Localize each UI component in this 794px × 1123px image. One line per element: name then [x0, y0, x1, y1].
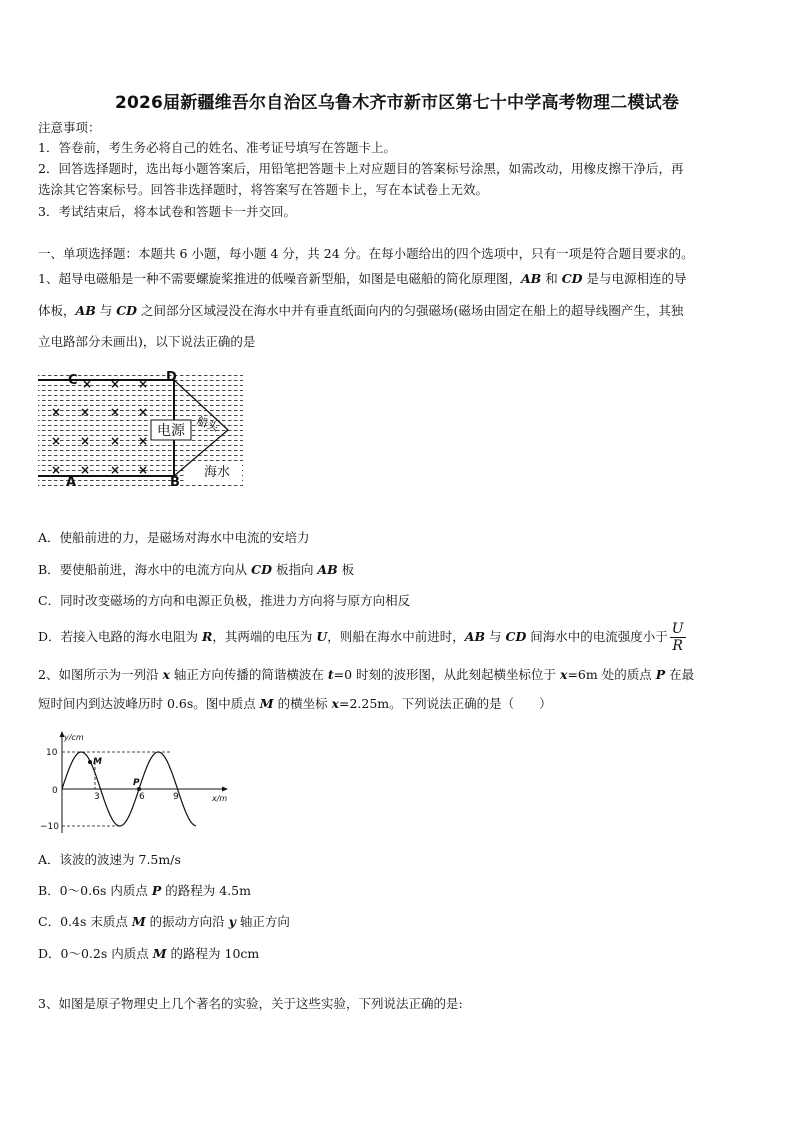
q2-line-1: [38, 666, 694, 684]
q1-option-d-text: 与: [485, 629, 506, 644]
field-cross: ×: [110, 405, 121, 419]
q1-var-r: R: [202, 629, 213, 644]
q1-text: 体板，: [38, 303, 76, 318]
q2-var-m: M: [152, 946, 167, 961]
q1-option-d-text: D．若接入电路的海水电阻为: [38, 629, 202, 644]
q2-var-t: t: [327, 667, 334, 682]
q1-var-cd: CD: [561, 271, 583, 286]
q1-var-ab: AB: [464, 629, 486, 644]
q2-option-d: [38, 945, 259, 963]
q1-var-u: U: [316, 629, 328, 644]
q2-var-x: x: [162, 667, 170, 682]
notice-item-2-cont: 选涂其它答案标号。回答非选择题时，将答案写在答题卡上，写在本试卷上无效。: [38, 182, 489, 197]
wave-graph-figure: [36, 730, 236, 835]
q1-text: 1、超导电磁船是一种不需要螺旋桨推进的低噪音新型船，如图是电磁船的简化原理图，: [38, 271, 521, 286]
fraction-u-over-r: [670, 621, 686, 654]
q2-option-c-text: C．0.4s 末质点: [38, 914, 132, 929]
q2-var-m: M: [131, 914, 146, 929]
y-tick-0: 0: [52, 786, 58, 796]
q2-text: 的横坐标: [273, 696, 332, 711]
fraction-denominator: R: [672, 638, 683, 654]
q1-option-b-text: 板: [337, 562, 355, 577]
q1-var-cd: CD: [116, 303, 138, 318]
q1-line-3: 立电路部分未画出)，以下说法正确的是: [38, 334, 256, 349]
q2-var-m: M: [259, 696, 274, 711]
q1-option-b-text: B．要使船前进，海水中的电流方向从: [38, 562, 252, 577]
q1-text: 与: [95, 303, 117, 318]
q1-option-b: [38, 561, 354, 579]
field-cross: ×: [80, 463, 91, 477]
field-cross: ×: [51, 405, 62, 419]
section-heading: 一、单项选择题：本题共 6 小题，每小题 4 分，共 24 分。在每小题给出的四个选项中，只有一项是符合题目要求的。: [38, 246, 694, 261]
label-d: D: [166, 370, 177, 385]
notice-item-3: 3．考试结束后，将本试卷和答题卡一并交回。: [38, 204, 296, 219]
q2-text: 轴正方向传播的简谐横波在: [169, 667, 328, 682]
q2-option-b: [38, 882, 251, 900]
sea-water-label: 海水: [204, 465, 231, 480]
q2-text: =6m 处的质点: [567, 667, 656, 682]
point-m-marker: [88, 760, 92, 764]
label-a: A: [66, 475, 77, 490]
q1-text: 之间部分区域浸没在海水中并有垂直纸面向内的匀强磁场(磁场由固定在船上的超导线圈产生，其独: [137, 303, 684, 318]
q1-option-a: A．使船前进的力，是磁场对海水中电流的安培力: [38, 530, 310, 545]
q2-text: =0 时刻的波形图，从此刻起横坐标位于: [333, 667, 560, 682]
field-cross: ×: [80, 405, 91, 419]
q2-option-a: A．该波的波速为 7.5m/s: [38, 852, 181, 867]
q2-option-c-text: 轴正方向: [235, 914, 290, 929]
field-cross: ×: [51, 463, 62, 477]
label-b: B: [170, 475, 180, 490]
fraction-numerator: U: [671, 621, 684, 637]
field-cross: ×: [51, 434, 62, 448]
electromagnetic-ship-figure: [36, 368, 248, 490]
y-axis-label: y/cm: [64, 733, 84, 742]
q2-text: 2、如图所示为一列沿: [38, 667, 163, 682]
q1-option-b-text: 板指向: [271, 562, 318, 577]
point-p-label: P: [133, 778, 140, 788]
q2-var-x: x: [331, 696, 339, 711]
q2-var-x: x: [560, 667, 568, 682]
q1-option-c: C．同时改变磁场的方向和电源正负极，推进力方向将与原方向相反: [38, 593, 411, 608]
label-c: C: [68, 373, 78, 388]
q1-var-cd: CD: [505, 629, 527, 644]
q1-option-d: [38, 620, 686, 654]
q1-var-ab: AB: [520, 271, 542, 286]
point-m-label: M: [93, 757, 102, 767]
notice-item-2: 2．回答选择题时，选出每小题答案后，用铅笔把答题卡上对应题目的答案标号涂黑，如需改动，用橡皮擦干净后，再: [38, 161, 684, 176]
q2-option-b-text: 的路程为 4.5m: [161, 883, 251, 898]
q3-line-1: 3、如图是原子物理史上几个著名的实验，关于这些实验，下列说法正确的是:: [38, 996, 463, 1011]
field-cross: ×: [110, 434, 121, 448]
power-supply-label: 电源: [157, 423, 185, 439]
q2-option-d-text: 的路程为 10cm: [166, 946, 260, 961]
field-cross: ×: [82, 377, 93, 391]
y-tick-10: 10: [46, 748, 58, 758]
q1-line-2: [38, 302, 683, 320]
y-tick-neg10: −10: [40, 822, 59, 832]
q1-line-1: [38, 270, 686, 288]
q2-option-c-text: 的振动方向沿: [145, 914, 229, 929]
page-title: 2026届新疆维吾尔自治区乌鲁木齐市新市区第七十中学高考物理二模试卷: [114, 93, 680, 113]
field-cross: ×: [138, 434, 149, 448]
q1-text: 和: [541, 271, 562, 286]
field-cross: ×: [138, 405, 149, 419]
q1-var-cd: CD: [251, 562, 272, 577]
q2-text: =2.25m。下列说法正确的是（ ）: [339, 696, 552, 711]
q2-var-p: P: [151, 883, 162, 898]
q2-option-b-text: B．0～0.6s 内质点: [38, 883, 152, 898]
q1-option-d-text: 间海水中的电流强度小于: [526, 629, 668, 644]
q1-option-d-text: ，则船在海水中前进时，: [327, 629, 465, 644]
q2-var-y: y: [228, 914, 236, 929]
q2-text: 在最: [665, 667, 695, 682]
field-cross: ×: [110, 377, 121, 391]
bow-label: 船头: [194, 414, 220, 434]
x-tick-6: 6: [139, 792, 145, 802]
q2-option-c: [38, 913, 290, 931]
field-cross: ×: [80, 434, 91, 448]
x-axis-label: x/m: [212, 794, 228, 803]
q2-var-p: P: [655, 667, 666, 682]
q1-var-ab: AB: [75, 303, 96, 318]
q1-text: 是与电源相连的导: [582, 271, 687, 286]
field-cross: ×: [138, 463, 149, 477]
q2-line-2: [38, 695, 552, 713]
field-cross: ×: [138, 377, 149, 391]
q1-option-d-text: ，其两端的电压为: [212, 629, 317, 644]
x-tick-3: 3: [94, 792, 100, 802]
field-cross: ×: [110, 463, 121, 477]
notice-item-1: 1．答卷前，考生务必将自己的姓名、准考证号填写在答题卡上。: [38, 140, 396, 155]
q1-var-ab: AB: [317, 562, 338, 577]
x-tick-9: 9: [173, 792, 179, 802]
q2-text: 短时间内到达波峰历时 0.6s。图中质点: [38, 696, 260, 711]
q2-option-d-text: D．0～0.2s 内质点: [38, 946, 153, 961]
notice-heading: 注意事项：: [38, 120, 101, 135]
